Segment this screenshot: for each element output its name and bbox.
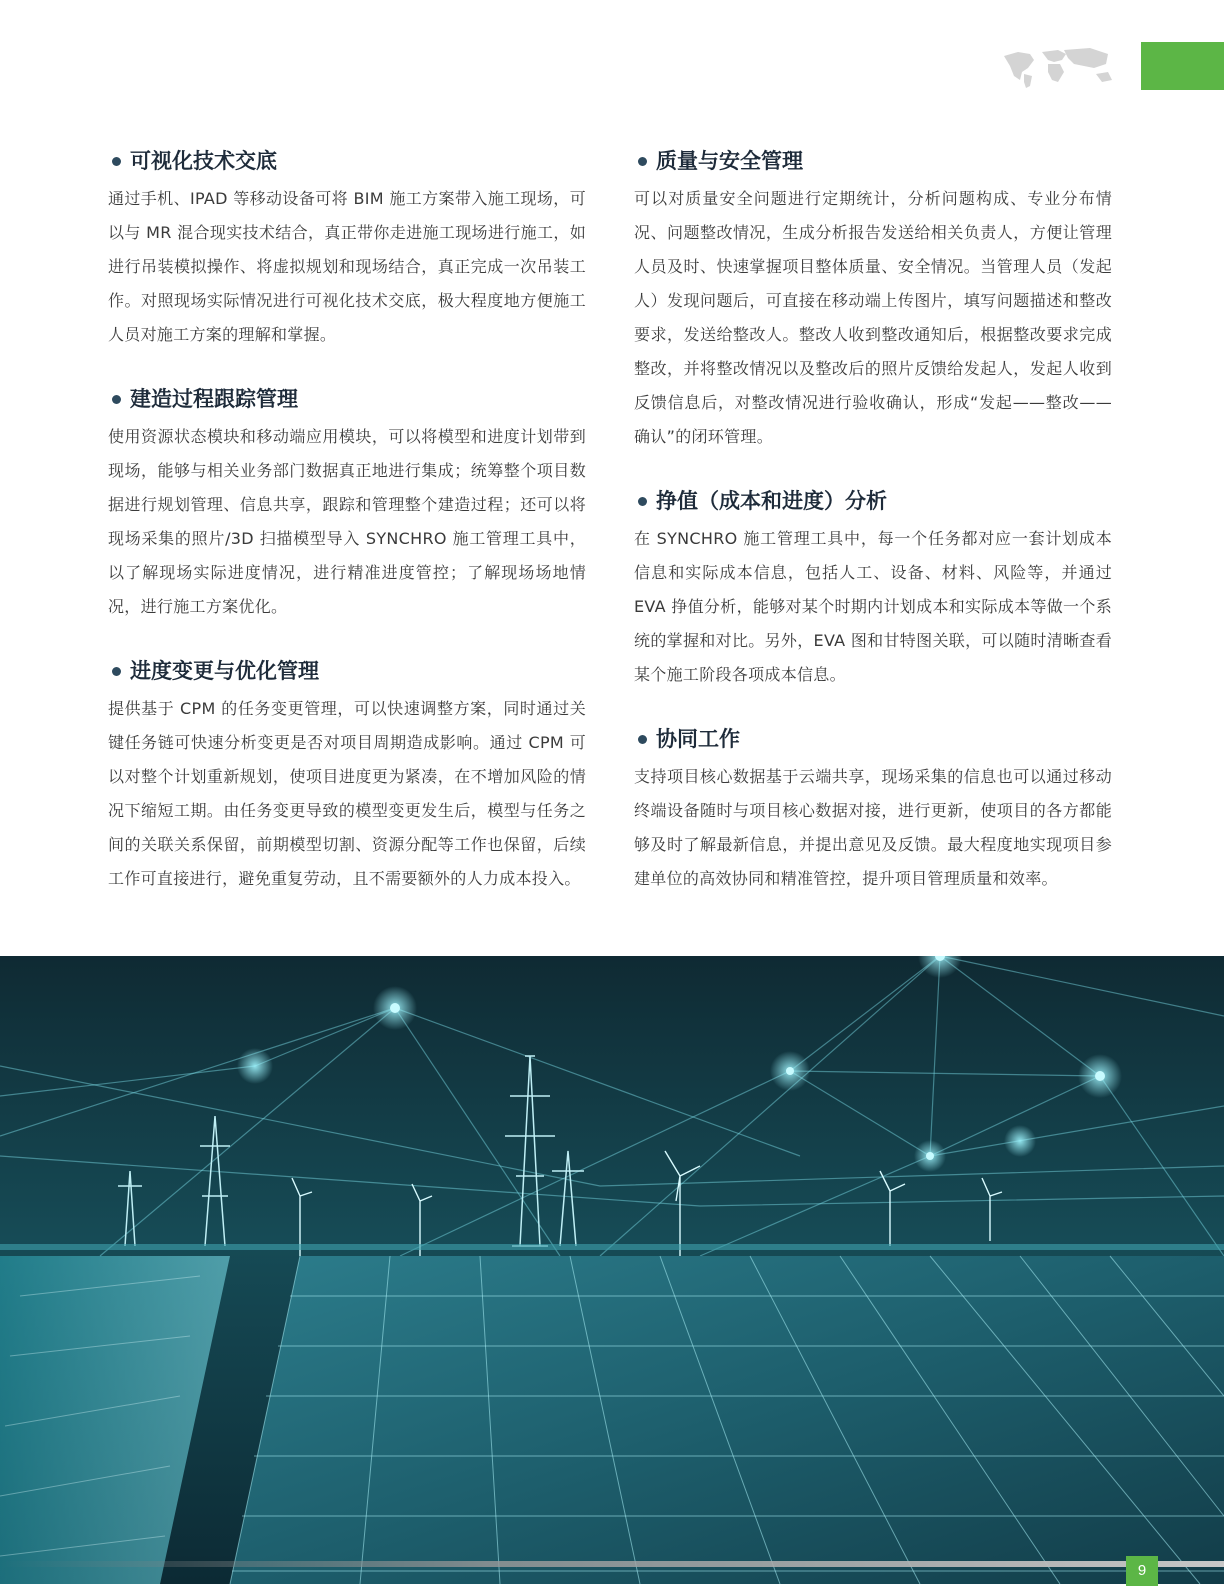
bullet-dot [112,667,121,676]
section-body: 可以对质量安全问题进行定期统计，分析问题构成、专业分布情况、问题整改情况，生成分析报告发送给相关负责人，方便让管理人员及时、快速掌握项目整体质量、安全情况。当管理人员（发起人）发现问题后，可直接在移动端上传图片，填写问题描述和整改要求，发送给整改人。整改人收到整改通知后，根据整改要求完成整改，并将整改情况以及整改后的照片反馈给发起人，发起人收到反馈信息后，对整改情况进行验收确认，形成“发起——整改——确认”的闭环管理。 [634,189,1112,446]
world-map-graphic [1000,42,1120,90]
page-number: 9 [1126,1556,1158,1586]
section-quality-safety [634,146,1112,454]
section-title: 挣值（成本和进度）分析 [634,486,1112,516]
section-title: 建造过程跟踪管理 [108,384,586,414]
section-body: 使用资源状态模块和移动端应用模块，可以将模型和进度计划带到现场，能够与相关业务部门数据真正地进行集成；统筹整个项目数据进行规划管理、信息共享，跟踪和管理整个建造过程；还可以将现场采集的照片/3D 扫描模型导入 SYNCHRO 施工管理工具中，以了解现场实际进度情况，进行精准进度管控；了解现场场地情况，进行施工方案优化。 [108,427,586,616]
section-earned-value [634,486,1112,692]
section-body: 通过手机、IPAD 等移动设备可将 BIM 施工方案带入施工现场，可以与 MR 混合现实技术结合，真正带你走进施工现场进行施工，如进行吊装模拟操作、将虚拟规划和现场结合，真正完成一次吊装工作。对照现场实际情况进行可视化技术交底，极大程度地方便施工人员对施工方案的理解和掌握。 [108,189,586,344]
section-body: 在 SYNCHRO 施工管理工具中，每一个任务都对应一套计划成本信息和实际成本信息，包括人工、设备、材料、风险等，并通过 EVA 挣值分析，能够对某个时期内计划成本和实际成本等做一个系统的掌握和对比。另外，EVA 图和甘特图关联，可以随时清晰查看某个施工阶段各项成本信息。 [634,529,1112,684]
right-column [634,146,1112,896]
bullet-dot [638,497,647,506]
section-visual-disclosure [108,146,586,352]
section-body: 支持项目核心数据基于云端共享，现场采集的信息也可以通过移动终端设备随时与项目核心数据对接，进行更新，使项目的各方都能够及时了解最新信息，并提出意见及反馈。最大程度地实现项目参建单位的高效协同和精准管控，提升项目管理质量和效率。 [634,767,1112,888]
section-title: 质量与安全管理 [634,146,1112,176]
footer-divider-bar [0,1561,1224,1567]
bullet-dot [112,395,121,404]
left-column [108,146,586,896]
corner-accent-tab [1141,42,1224,90]
section-title: 协同工作 [634,724,1112,754]
bullet-dot [638,735,647,744]
bullet-dot [112,157,121,166]
section-body: 提供基于 CPM 的任务变更管理，可以快速调整方案，同时通过关键任务链可快速分析变更是否对项目周期造成影响。通过 CPM 可以对整个计划重新规划，使项目进度更为紧凑，在不增加风险的情况下缩短工期。由任务变更导致的模型变更发生后，模型与任务之间的关联关系保留，前期模型切割、资源分配等工作也保留，后续工作可直接进行，避免重复劳动，且不需要额外的人力成本投入。 [108,699,586,888]
section-construction-tracking [108,384,586,624]
section-schedule-change [108,656,586,896]
section-title: 进度变更与优化管理 [108,656,586,686]
bullet-dot [638,157,647,166]
section-title: 可视化技术交底 [108,146,586,176]
section-collaboration [634,724,1112,896]
solar-grid-hero-image [0,956,1224,1584]
